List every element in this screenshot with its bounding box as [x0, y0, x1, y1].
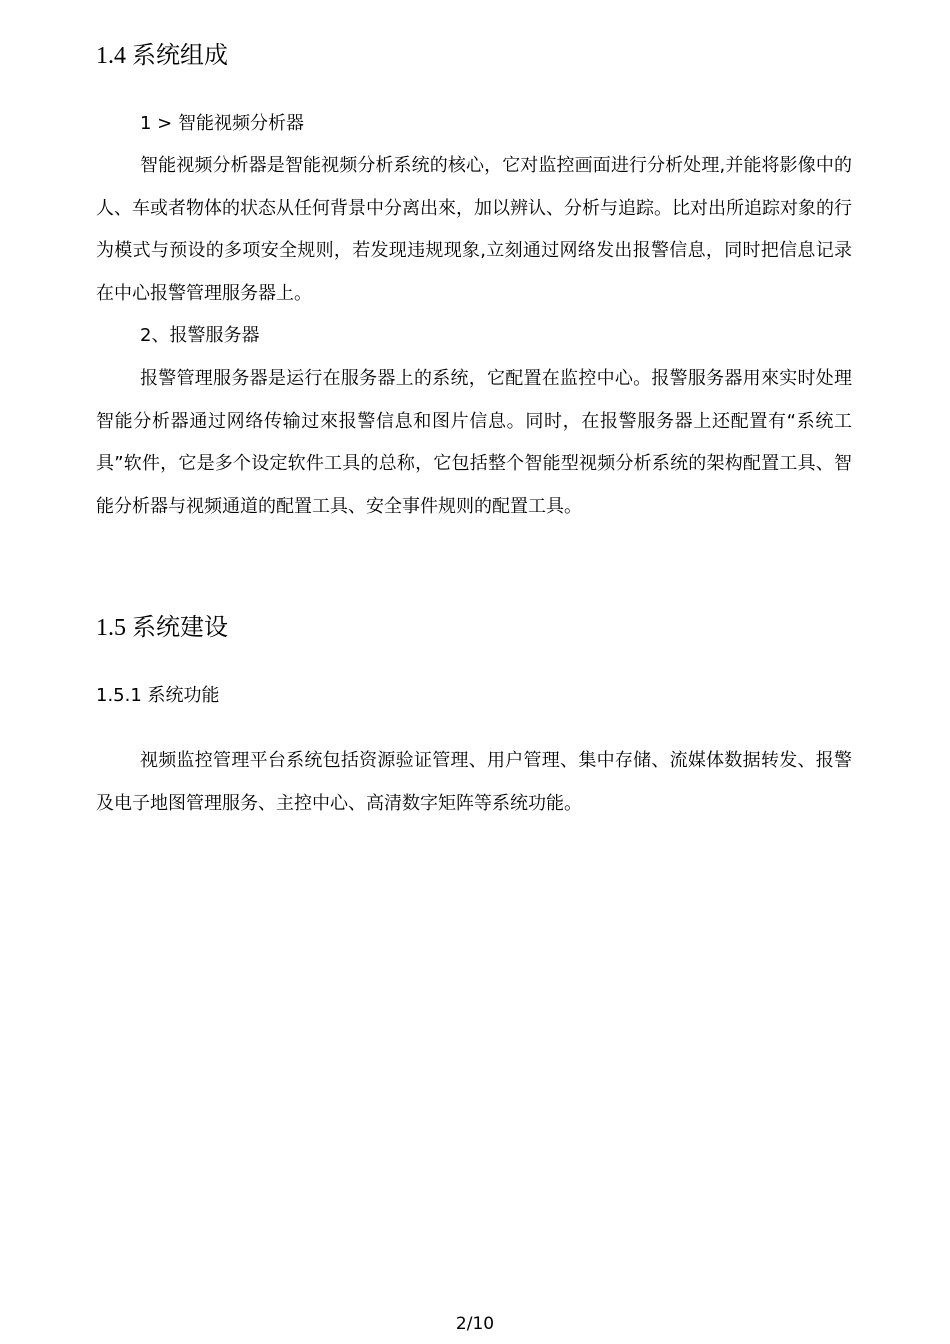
- item-1-paragraph: 智能视频分析器是智能视频分析系统的核心，它对监控画面进行分析处理,并能将影像中的人、车或者物体的状态从任何背景中分离出來，加以辨认、分析与追踪。比对出所追踪对象的行为模式与预设的多项安全规则，若发现违规现象,立刻通过网络发出报警信息，同时把信息记录在中心报警管理服务器上。: [96, 155, 852, 304]
- item-1-label: 1 > 智能视频分析器: [140, 113, 304, 134]
- page-number: 2/10: [455, 1314, 495, 1334]
- system-functions-paragraph: 视频监控管理平台系统包括资源验证管理、用户管理、集中存储、流媒体数据转发、报警及电子地图管理服务、主控中心、高清数字矩阵等系统功能。: [96, 750, 852, 814]
- section-heading-1-5: 1.5 系统建设: [96, 615, 228, 641]
- section-heading-1-4: 1.4 系统组成: [96, 43, 228, 69]
- sub-section-heading-1-5-1: 1.5.1 系统功能: [96, 685, 220, 706]
- item-2-paragraph: 报警管理服务器是运行在服务器上的系统，它配置在监控中心。报警服务器用來实时处理智能分析器通过网络传输过來报警信息和图片信息。同时，在报警服务器上还配置有“系统工具”软件，它是多个设定软件工具的总称，它包括整个智能型视频分析系统的架构配置工具、智能分析器与视频通道的配置工具、安全事件规则的配置工具。: [96, 368, 852, 517]
- item-2-label: 2、报警服务器: [140, 325, 260, 346]
